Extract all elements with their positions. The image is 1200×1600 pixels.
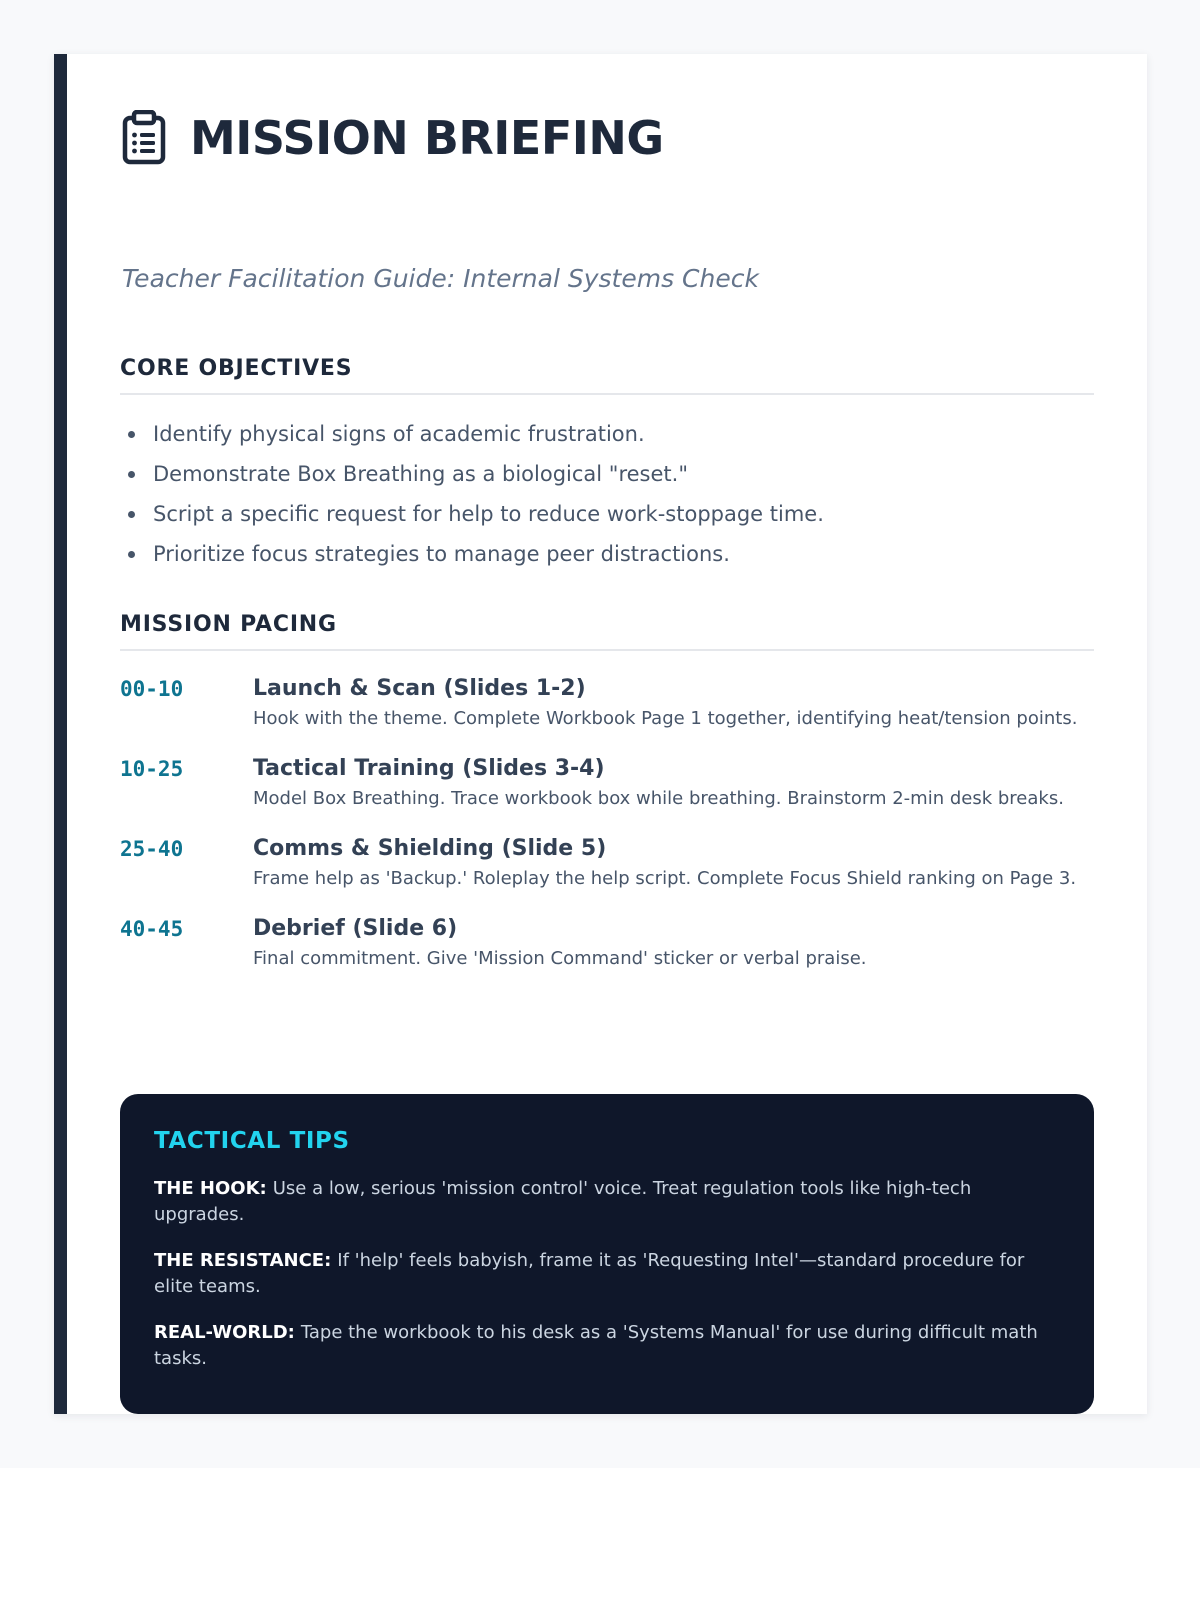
page-subtitle: Teacher Facilitation Guide: Internal Systems Check	[122, 264, 759, 293]
pacing-row	[120, 754, 1094, 812]
briefing-card	[54, 54, 1147, 1414]
pacing-body	[253, 754, 1094, 812]
tip-item	[154, 1320, 1060, 1372]
objective-item: Prioritize focus strategies to manage peer distractions.	[126, 538, 824, 578]
tips-heading: TACTICAL TIPS	[154, 1128, 350, 1154]
pacing-body	[253, 834, 1094, 892]
tip-text: Use a low, serious 'mission control' voice. Treat regulation tools like high-tech upgrades.	[154, 1178, 972, 1225]
tip-item	[154, 1176, 1060, 1228]
pacing-time: 10-25	[120, 757, 184, 781]
pacing-title: Tactical Training (Slides 3-4)	[253, 756, 605, 781]
pacing-description: Model Box Breathing. Trace workbook box while breathing. Brainstorm 2-min desk breaks.	[253, 788, 1064, 809]
tip-label: REAL-WORLD:	[154, 1322, 295, 1343]
pacing-title: Debrief (Slide 6)	[253, 916, 458, 941]
objective-item: Script a specific request for help to reduce work-stoppage time.	[126, 498, 824, 538]
objectives-heading: CORE OBJECTIVES	[120, 356, 1094, 395]
objective-item: Identify physical signs of academic frustration.	[126, 418, 824, 458]
briefing-header	[120, 110, 664, 166]
pacing-description: Frame help as 'Backup.' Roleplay the help script. Complete Focus Shield ranking on Page 3.	[253, 868, 1077, 889]
pacing-body	[253, 674, 1094, 732]
page-title: MISSION BRIEFING	[190, 111, 664, 165]
pacing-row	[120, 914, 1094, 972]
tip-item	[154, 1248, 1060, 1300]
tip-label: THE RESISTANCE:	[154, 1250, 332, 1271]
pacing-title: Launch & Scan (Slides 1-2)	[253, 676, 586, 701]
clipboard-list-icon	[120, 110, 172, 166]
pacing-time: 25-40	[120, 837, 184, 861]
pacing-heading: MISSION PACING	[120, 612, 1094, 651]
pacing-time: 40-45	[120, 917, 184, 941]
pacing-description: Hook with the theme. Complete Workbook Page 1 together, identifying heat/tension points.	[253, 708, 1078, 729]
tactical-tips-box	[120, 1094, 1094, 1414]
tip-text: If 'help' feels babyish, frame it as 'Requesting Intel'—standard procedure for elite teams.	[154, 1250, 1025, 1297]
pacing-list	[120, 674, 1094, 994]
pacing-row	[120, 834, 1094, 892]
pacing-time: 00-10	[120, 677, 184, 701]
tip-text: Tape the workbook to his desk as a 'Systems Manual' for use during difficult math tasks.	[154, 1322, 1038, 1369]
objective-item: Demonstrate Box Breathing as a biological "reset."	[126, 458, 824, 498]
pacing-title: Comms & Shielding (Slide 5)	[253, 836, 607, 861]
pacing-body	[253, 914, 1094, 972]
objectives-list	[126, 418, 824, 578]
pacing-description: Final commitment. Give 'Mission Command' sticker or verbal praise.	[253, 948, 867, 969]
tip-label: THE HOOK:	[154, 1178, 267, 1199]
pacing-row	[120, 674, 1094, 732]
